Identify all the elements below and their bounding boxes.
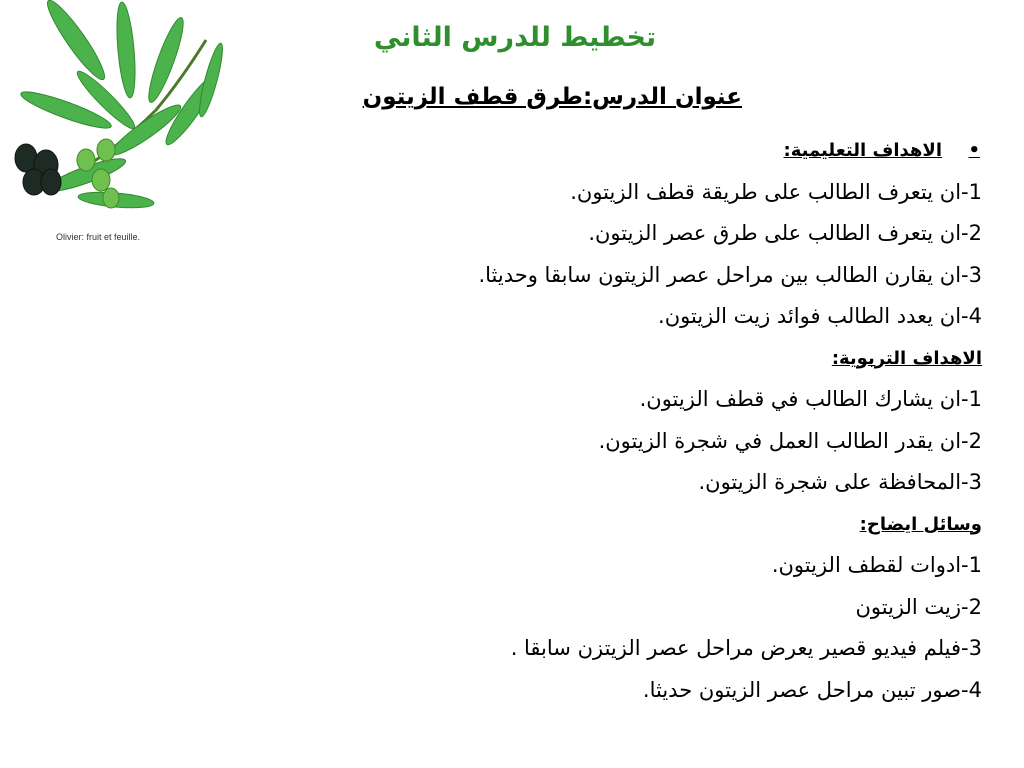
list-item: 4-ان يعدد الطالب فوائد زيت الزيتون.: [658, 304, 982, 328]
teaching-aids-heading: [300, 504, 982, 546]
list-item: 3-فيلم فيديو قصير يعرض مراحل عصر الزيتزن سابقا .: [510, 636, 982, 660]
list-item: 4-صور تبين مراحل عصر الزيتون حديثا.: [642, 677, 982, 702]
lesson-title: [300, 84, 742, 110]
olive-branch-image: [6, 0, 226, 250]
list-item: 2-ان يتعرف الطالب على طرق عصر الزيتون.: [588, 221, 982, 245]
list-item: 1-ادوات لقطف الزيتون.: [771, 553, 982, 577]
page-title: تخطيط للدرس الثاني: [373, 22, 657, 53]
pedagogical-goals-heading: [300, 338, 982, 380]
image-caption: Olivier: fruit et feuille.: [56, 232, 141, 242]
pedagogical-goals-heading-text: الاهداف التربوية:: [831, 347, 982, 369]
list-item: 1-ان يتعرف الطالب على طريقة قطف الزيتون.: [570, 179, 982, 204]
list-item: 3-ان يقارن الطالب بين مراحل عصر الزيتون سابقا وحديثا.: [478, 262, 982, 287]
lesson-title-text: عنوان الدرس:طرق قطف الزيتون: [362, 84, 742, 110]
educational-goals-heading-text: الاهداف التعليمية:: [783, 140, 942, 161]
educational-goals-heading: [300, 130, 982, 172]
list-item: 2-ان يقدر الطالب العمل في شجرة الزيتون.: [598, 428, 982, 453]
list-item: 1-ان يشارك الطالب في قطف الزيتون.: [639, 387, 982, 411]
bullet-icon: •: [968, 140, 980, 161]
list-item: 2-زيت الزيتون: [855, 594, 982, 619]
list-item: 3-المحافظة على شجرة الزيتون.: [698, 470, 982, 494]
teaching-aids-heading-text: وسائل ايضاح:: [859, 513, 982, 535]
lesson-plan-body: [300, 130, 982, 711]
